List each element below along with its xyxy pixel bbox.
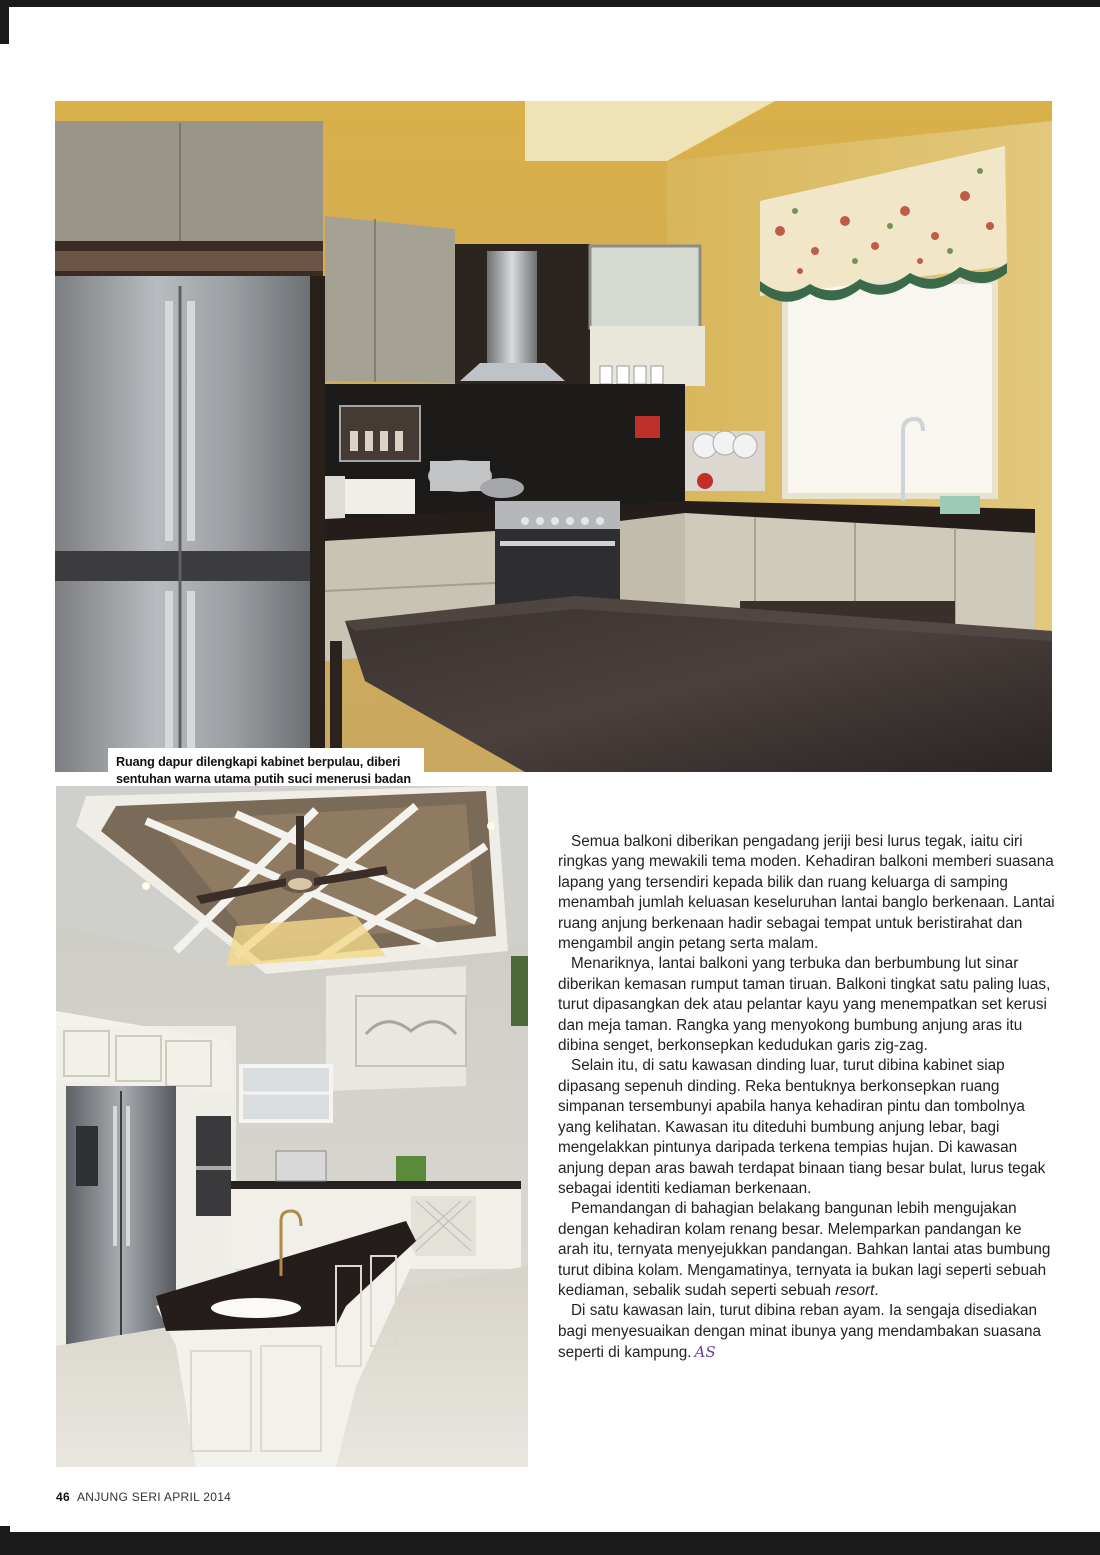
kitchen-photo-top (55, 101, 1052, 772)
scan-edge-bottom (0, 1532, 1100, 1555)
author-signature: AS (694, 1343, 716, 1362)
caption-line-2: sentuhan warna utama putih suci menerusi badan (116, 771, 411, 786)
paragraph-4-text: Pemandangan di bahagian belakang bangunan lebih mengujakan dengan kehadiran kolam renang besar. Melemparkan pandangan ke arah itu, ternyata menyejukkan pandangan. Bahkan lantai atas bumbung turut dibina kolam. Mengamatinya, ternyata ia bukan lagi seperti sebuah kediaman, sebalik sudah seperti sebuah (558, 1200, 1051, 1299)
scan-edge-top (0, 0, 1100, 7)
kitchen-photo-bottom (56, 786, 528, 1467)
article-paragraph-3: Selain itu, di satu kawasan dinding luar, turut dibina kabinet siap dipasang sepenuh dinding. Reka bentuknya berkonsepkan ruang simpanan tersembunyi apabila hanya kehadiran pintu dan tombolnya yang kelihatan. Kawasan itu diteduhi bumbung anjung lebar, bagi mengelakkan pintunya daripada terkena tempias hujan. Di kawasan anjung depan aras bawah terdapat binaan tiang besar bulat, lurus tegak sebagai identiti kediaman berkenaan. (558, 1057, 1046, 1197)
caption-line-1: Ruang dapur dilengkapi kabinet berpulau, diberi (116, 755, 401, 769)
resort-italic: resort (835, 1281, 875, 1299)
scan-edge-left (0, 0, 9, 44)
magazine-issue: ANJUNG SERI APRIL 2014 (76, 1490, 232, 1504)
article-paragraph-1: Semua balkoni diberikan pengadang jeriji besi lurus tegak, iaitu ciri ringkas yang mewakili tema moden. Kehadiran balkoni memberi suasana lapang yang tersendiri kepada bilik dan ruang keluarga di samping menambah jumlah keluasan keseluruhan lantai banglo berkenaan. Lantai ruang anjung berkenaan hadir sebagai tempat untuk beristirahat dan mengambil angin petang serta malam. (558, 833, 1055, 953)
article-paragraph-4 (558, 1199, 1056, 1301)
scan-edge-bottom-left (0, 1526, 10, 1555)
article-paragraph-5 (558, 1301, 1056, 1363)
paragraph-5-text: Di satu kawasan lain, turut dibina reban ayam. Ia sengaja disediakan bagi menyesuaikan dengan minat ibunya yang mendambakan suasana seperti di kampung. (558, 1302, 1042, 1362)
article-body (558, 832, 1056, 1364)
paragraph-4-end: . (874, 1281, 879, 1299)
article-paragraph-2: Menariknya, lantai balkoni yang terbuka dan berbumbung lut sinar diberikan kemasan rumput taman tiruan. Balkoni tingkat satu paling luas, turut dipasangkan dek atau pelantar kayu yang menempatkan set kerusi dan meja taman. Rangka yang menyokong bumbung anjung aras itu dibina senget, berkonsepkan kedudukan garis zig-zag. (558, 955, 1051, 1055)
page-number: 46 (56, 1490, 70, 1504)
page-footer (56, 1490, 231, 1504)
